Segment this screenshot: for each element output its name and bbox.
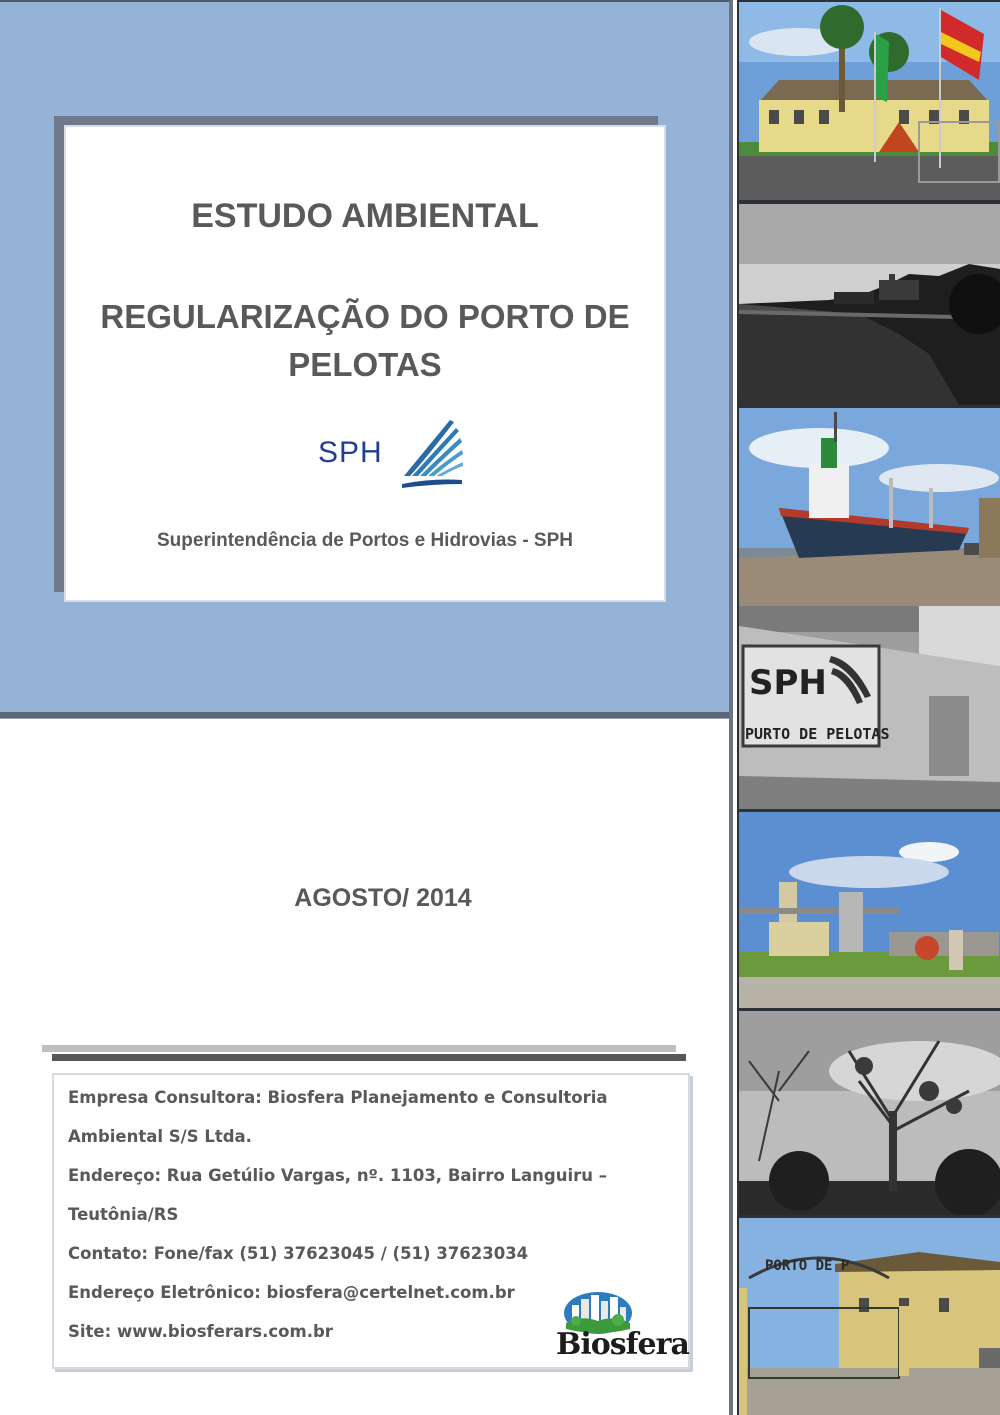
biosfera-logo-text: Biosfera	[556, 1327, 689, 1362]
consultant-line: Empresa Consultora: Biosfera Planejamento e Consultoria	[68, 1088, 608, 1107]
document-title: ESTUDO AMBIENTAL	[191, 197, 539, 235]
photo-bare-trees	[739, 1011, 1000, 1215]
panel-divider	[0, 712, 733, 719]
cover-blue-panel	[0, 0, 732, 714]
consultant-line: Teutônia/RS	[68, 1205, 179, 1224]
gate-sign-text: PORTO DE P	[765, 1258, 850, 1274]
consultant-info-box	[52, 1073, 690, 1369]
sph-wing-icon	[392, 414, 464, 488]
document-date: AGOSTO/ 2014	[294, 884, 472, 912]
organization-name: Superintendência de Portos e Hidrovias - SPH	[157, 530, 573, 551]
photo-port-yard	[739, 812, 1000, 1008]
title-card	[64, 125, 666, 602]
consultant-email-line: Endereço Eletrônico: biosfera@certelnet.com.br	[68, 1283, 515, 1302]
consultant-line: Ambiental S/S Ltda.	[68, 1127, 252, 1146]
photo-warehouse-sign	[739, 606, 1000, 809]
wall-sign-text: SPH	[749, 663, 827, 703]
wall-sign-subtext: PURTO DE PELOTAS	[745, 725, 890, 743]
consultant-line: Contato: Fone/fax (51) 37623045 / (51) 37623034	[68, 1244, 529, 1263]
photo-river	[739, 204, 1000, 405]
sph-logo	[316, 412, 464, 492]
photo-strip	[737, 0, 1000, 1415]
consultant-line: Endereço: Rua Getúlio Vargas, nº. 1103, Bairro Languiru –	[68, 1166, 608, 1185]
biosfera-logo	[552, 1289, 689, 1367]
document-subtitle: REGULARIZAÇÃO DO PORTO DE PELOTAS	[100, 298, 630, 383]
photo-port-gate	[739, 1218, 1000, 1415]
decorative-bar-dark	[52, 1054, 686, 1061]
column-divider	[729, 0, 733, 1415]
consultant-site-line: Site: www.biosferars.com.br	[68, 1322, 333, 1341]
photo-port-building	[739, 2, 1000, 200]
photo-ship-at-dock	[739, 408, 1000, 606]
sph-logo-text: SPH	[318, 436, 383, 469]
decorative-bar-light	[42, 1045, 676, 1052]
